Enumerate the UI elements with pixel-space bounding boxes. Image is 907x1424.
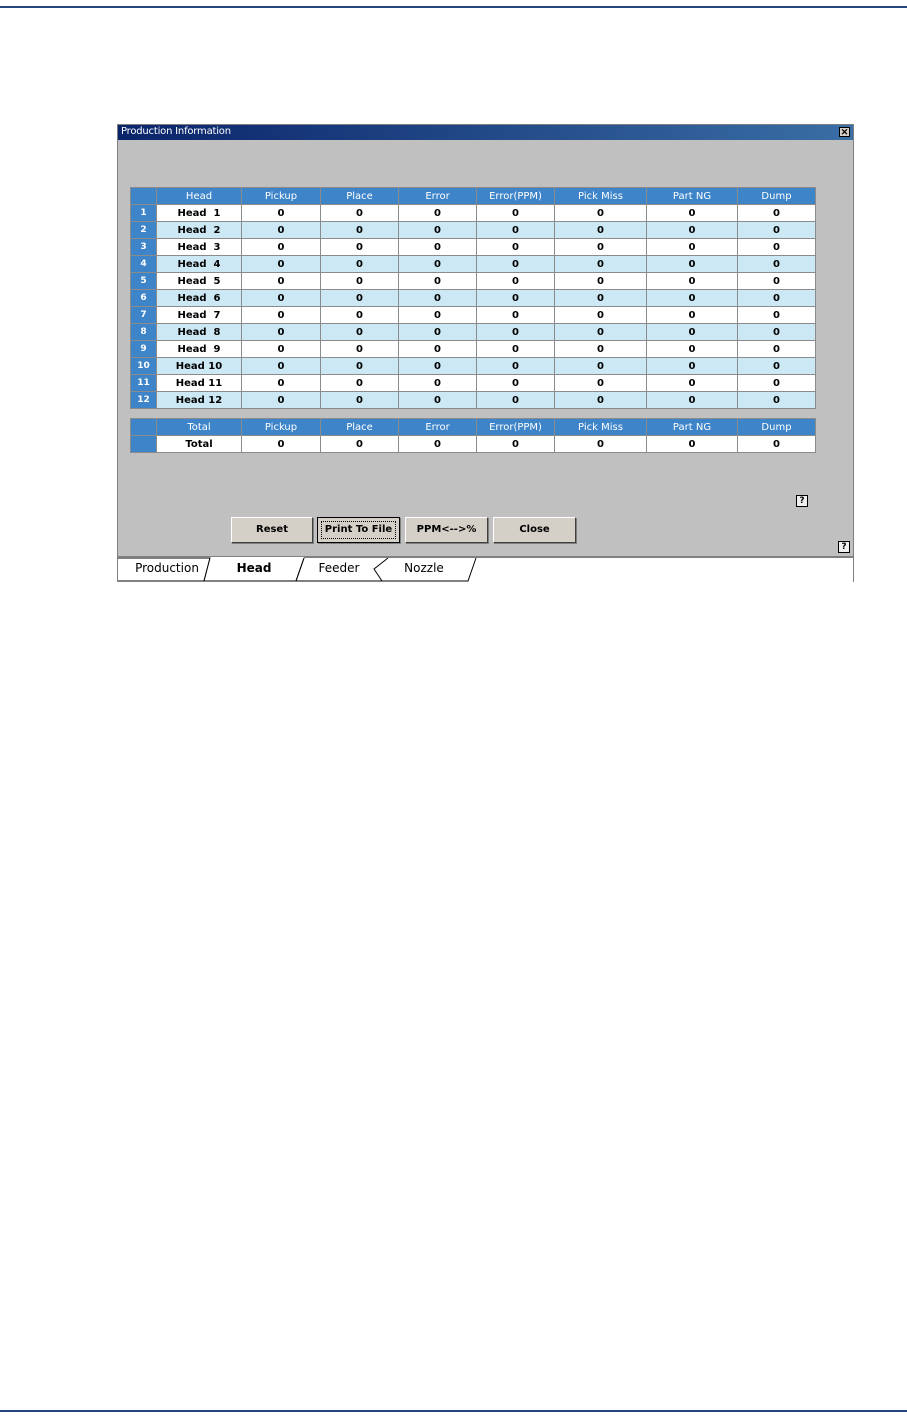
total-cell: 0 bbox=[555, 436, 647, 453]
head-name-cell: Head 8 bbox=[157, 324, 242, 341]
value-cell: 0 bbox=[399, 290, 477, 307]
value-cell: 0 bbox=[477, 358, 555, 375]
value-cell: 0 bbox=[555, 375, 647, 392]
value-cell: 0 bbox=[242, 290, 321, 307]
column-header: Total bbox=[157, 419, 242, 436]
header-corner bbox=[131, 419, 157, 436]
help-icon[interactable]: ? bbox=[838, 541, 850, 553]
column-header[interactable]: Pickup bbox=[242, 188, 321, 205]
value-cell: 0 bbox=[647, 341, 738, 358]
reset-button[interactable]: Reset bbox=[231, 517, 313, 543]
row-index bbox=[131, 436, 157, 453]
tab-production[interactable]: Production bbox=[135, 561, 199, 575]
row-index: 3 bbox=[131, 239, 157, 256]
value-cell: 0 bbox=[555, 239, 647, 256]
value-cell: 0 bbox=[242, 273, 321, 290]
value-cell: 0 bbox=[477, 290, 555, 307]
table-row[interactable] bbox=[131, 341, 816, 358]
value-cell: 0 bbox=[321, 273, 399, 290]
close-button[interactable]: Close bbox=[493, 517, 576, 543]
column-header[interactable]: Place bbox=[321, 188, 399, 205]
value-cell: 0 bbox=[555, 307, 647, 324]
value-cell: 0 bbox=[321, 290, 399, 307]
value-cell: 0 bbox=[242, 239, 321, 256]
row-index: 12 bbox=[131, 392, 157, 409]
value-cell: 0 bbox=[555, 290, 647, 307]
page-top-rule bbox=[0, 6, 907, 8]
row-index: 4 bbox=[131, 256, 157, 273]
tab-nozzle[interactable]: Nozzle bbox=[404, 561, 444, 575]
value-cell: 0 bbox=[738, 205, 816, 222]
close-icon[interactable]: ✕ bbox=[840, 127, 849, 137]
row-index: 6 bbox=[131, 290, 157, 307]
value-cell: 0 bbox=[647, 239, 738, 256]
value-cell: 0 bbox=[738, 307, 816, 324]
value-cell: 0 bbox=[738, 375, 816, 392]
value-cell: 0 bbox=[477, 222, 555, 239]
value-cell: 0 bbox=[477, 324, 555, 341]
header-corner bbox=[131, 188, 157, 205]
value-cell: 0 bbox=[477, 205, 555, 222]
column-header[interactable]: Head bbox=[157, 188, 242, 205]
row-index: 10 bbox=[131, 358, 157, 375]
value-cell: 0 bbox=[321, 324, 399, 341]
value-cell: 0 bbox=[555, 256, 647, 273]
value-cell: 0 bbox=[477, 256, 555, 273]
value-cell: 0 bbox=[555, 392, 647, 409]
value-cell: 0 bbox=[321, 358, 399, 375]
value-cell: 0 bbox=[242, 222, 321, 239]
value-cell: 0 bbox=[647, 358, 738, 375]
value-cell: 0 bbox=[242, 375, 321, 392]
production-information-window bbox=[117, 124, 854, 582]
value-cell: 0 bbox=[647, 222, 738, 239]
help-icon[interactable]: ? bbox=[796, 495, 808, 507]
column-header: Place bbox=[321, 419, 399, 436]
column-header: Dump bbox=[738, 419, 816, 436]
value-cell: 0 bbox=[738, 239, 816, 256]
table-row[interactable] bbox=[131, 273, 816, 290]
value-cell: 0 bbox=[399, 392, 477, 409]
table-row[interactable] bbox=[131, 290, 816, 307]
total-row bbox=[131, 436, 816, 453]
value-cell: 0 bbox=[738, 324, 816, 341]
value-cell: 0 bbox=[399, 222, 477, 239]
value-cell: 0 bbox=[399, 205, 477, 222]
value-cell: 0 bbox=[242, 324, 321, 341]
value-cell: 0 bbox=[321, 392, 399, 409]
value-cell: 0 bbox=[399, 307, 477, 324]
value-cell: 0 bbox=[477, 375, 555, 392]
table-row[interactable] bbox=[131, 375, 816, 392]
window-titlebar[interactable] bbox=[118, 125, 853, 140]
value-cell: 0 bbox=[399, 273, 477, 290]
value-cell: 0 bbox=[647, 256, 738, 273]
total-cell: 0 bbox=[477, 436, 555, 453]
value-cell: 0 bbox=[321, 256, 399, 273]
row-index: 11 bbox=[131, 375, 157, 392]
tab-bar bbox=[118, 556, 853, 582]
value-cell: 0 bbox=[399, 375, 477, 392]
head-name-cell: Head 3 bbox=[157, 239, 242, 256]
value-cell: 0 bbox=[738, 392, 816, 409]
total-statistics-table bbox=[130, 418, 816, 453]
table-row[interactable] bbox=[131, 239, 816, 256]
column-header[interactable]: Error(PPM) bbox=[477, 188, 555, 205]
column-header: Error bbox=[399, 419, 477, 436]
value-cell: 0 bbox=[555, 273, 647, 290]
value-cell: 0 bbox=[399, 324, 477, 341]
value-cell: 0 bbox=[738, 273, 816, 290]
value-cell: 0 bbox=[399, 239, 477, 256]
total-cell: 0 bbox=[321, 436, 399, 453]
head-name-cell: Head 10 bbox=[157, 358, 242, 375]
head-name-cell: Head 1 bbox=[157, 205, 242, 222]
head-table-header-row bbox=[131, 188, 816, 205]
print-to-file-button[interactable]: Print To File bbox=[317, 517, 400, 543]
page-bottom-rule bbox=[0, 1410, 907, 1412]
value-cell: 0 bbox=[399, 341, 477, 358]
table-row[interactable] bbox=[131, 222, 816, 239]
value-cell: 0 bbox=[242, 256, 321, 273]
table-row[interactable] bbox=[131, 205, 816, 222]
value-cell: 0 bbox=[477, 273, 555, 290]
value-cell: 0 bbox=[321, 307, 399, 324]
tab-head[interactable]: Head bbox=[236, 561, 272, 575]
table-row[interactable] bbox=[131, 256, 816, 273]
total-cell: Total bbox=[157, 436, 242, 453]
column-header[interactable]: Part NG bbox=[647, 188, 738, 205]
head-name-cell: Head 6 bbox=[157, 290, 242, 307]
head-name-cell: Head 11 bbox=[157, 375, 242, 392]
total-cell: 0 bbox=[399, 436, 477, 453]
head-name-cell: Head 9 bbox=[157, 341, 242, 358]
total-table-header-row bbox=[131, 419, 816, 436]
tab-feeder[interactable]: Feeder bbox=[318, 561, 360, 575]
value-cell: 0 bbox=[321, 222, 399, 239]
value-cell: 0 bbox=[738, 290, 816, 307]
total-cell: 0 bbox=[738, 436, 816, 453]
value-cell: 0 bbox=[647, 273, 738, 290]
value-cell: 0 bbox=[321, 375, 399, 392]
window-title: Production Information bbox=[121, 126, 231, 137]
row-index: 5 bbox=[131, 273, 157, 290]
row-index: 9 bbox=[131, 341, 157, 358]
value-cell: 0 bbox=[738, 358, 816, 375]
value-cell: 0 bbox=[242, 205, 321, 222]
value-cell: 0 bbox=[477, 341, 555, 358]
head-table-body bbox=[131, 205, 816, 409]
value-cell: 0 bbox=[242, 307, 321, 324]
table-row[interactable] bbox=[131, 324, 816, 341]
value-cell: 0 bbox=[738, 341, 816, 358]
table-row[interactable] bbox=[131, 358, 816, 375]
head-name-cell: Head 7 bbox=[157, 307, 242, 324]
row-index: 8 bbox=[131, 324, 157, 341]
value-cell: 0 bbox=[399, 256, 477, 273]
value-cell: 0 bbox=[555, 222, 647, 239]
value-cell: 0 bbox=[738, 256, 816, 273]
value-cell: 0 bbox=[647, 375, 738, 392]
value-cell: 0 bbox=[738, 222, 816, 239]
value-cell: 0 bbox=[555, 324, 647, 341]
head-name-cell: Head 2 bbox=[157, 222, 242, 239]
row-index: 7 bbox=[131, 307, 157, 324]
value-cell: 0 bbox=[321, 341, 399, 358]
value-cell: 0 bbox=[647, 392, 738, 409]
value-cell: 0 bbox=[242, 358, 321, 375]
column-header[interactable]: Pick Miss bbox=[555, 188, 647, 205]
column-header: Pick Miss bbox=[555, 419, 647, 436]
value-cell: 0 bbox=[242, 341, 321, 358]
row-index: 2 bbox=[131, 222, 157, 239]
column-header: Part NG bbox=[647, 419, 738, 436]
total-cell: 0 bbox=[242, 436, 321, 453]
column-header: Error(PPM) bbox=[477, 419, 555, 436]
head-name-cell: Head 4 bbox=[157, 256, 242, 273]
column-header[interactable]: Dump bbox=[738, 188, 816, 205]
value-cell: 0 bbox=[477, 239, 555, 256]
value-cell: 0 bbox=[647, 307, 738, 324]
table-row[interactable] bbox=[131, 392, 816, 409]
value-cell: 0 bbox=[555, 358, 647, 375]
column-header[interactable]: Error bbox=[399, 188, 477, 205]
value-cell: 0 bbox=[399, 358, 477, 375]
value-cell: 0 bbox=[321, 205, 399, 222]
value-cell: 0 bbox=[647, 205, 738, 222]
value-cell: 0 bbox=[555, 341, 647, 358]
value-cell: 0 bbox=[477, 307, 555, 324]
column-header: Pickup bbox=[242, 419, 321, 436]
value-cell: 0 bbox=[242, 392, 321, 409]
value-cell: 0 bbox=[647, 324, 738, 341]
row-index: 1 bbox=[131, 205, 157, 222]
value-cell: 0 bbox=[477, 392, 555, 409]
value-cell: 0 bbox=[555, 205, 647, 222]
value-cell: 0 bbox=[647, 290, 738, 307]
ppm-percent-toggle-button[interactable]: PPM<-->% bbox=[405, 517, 488, 543]
total-cell: 0 bbox=[647, 436, 738, 453]
head-statistics-table bbox=[130, 187, 816, 409]
value-cell: 0 bbox=[321, 239, 399, 256]
head-name-cell: Head 5 bbox=[157, 273, 242, 290]
table-row[interactable] bbox=[131, 307, 816, 324]
head-name-cell: Head 12 bbox=[157, 392, 242, 409]
